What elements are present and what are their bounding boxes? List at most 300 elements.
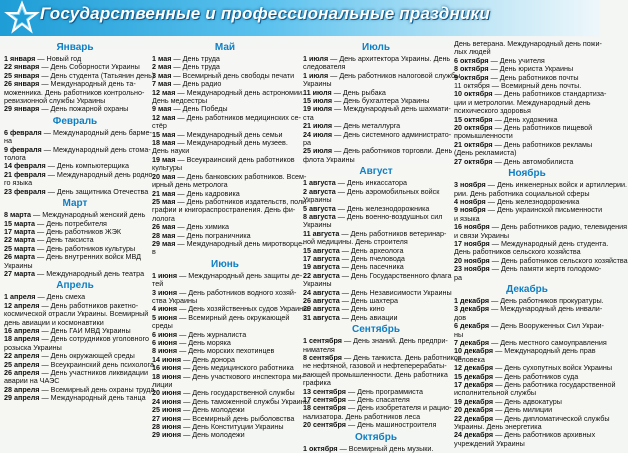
holiday-name: — День авиации <box>339 312 398 322</box>
holiday-date: 22 января <box>4 62 40 72</box>
holiday-name: — День железнодорожника <box>335 203 430 213</box>
holiday-date: 1 июня <box>152 270 178 280</box>
holiday-date: 29 июня <box>152 430 182 440</box>
holiday-date: 29 мая <box>152 238 176 248</box>
holiday-date: 22 марта <box>4 235 36 245</box>
holiday-name: — День памяти жертв голодомо- <box>489 264 602 274</box>
holiday-name: — День работника государственной <box>493 380 616 390</box>
holiday-entry <box>454 158 600 166</box>
holiday-name: — Международный день родно- <box>45 169 155 179</box>
holiday-name: и связи Украины <box>454 230 510 240</box>
holiday-date: 25 мая <box>152 196 176 206</box>
holiday-name: — Международный день театра <box>35 268 145 278</box>
holiday-entry <box>152 371 304 381</box>
holiday-name: — День бухгалтера Украины <box>332 96 430 106</box>
holiday-date: 24 декабря <box>454 430 494 440</box>
holiday-date: 15 декабря <box>454 371 494 381</box>
holiday-date: 20 октября <box>454 123 493 133</box>
star-icon <box>6 2 38 34</box>
holiday-name: — День радио <box>171 79 222 89</box>
holiday-name: — День работников издательств, поли- <box>175 196 309 206</box>
holiday-name: — День Соборности Украины <box>39 62 140 72</box>
holiday-name: лиции <box>152 380 173 390</box>
holiday-name: — День молодежи <box>181 430 245 440</box>
holiday-date: 26 марта <box>4 252 36 262</box>
holiday-name: — День морских пехотинцев <box>177 346 275 356</box>
holiday-name: в <box>152 247 156 257</box>
holiday-name: Украины <box>4 260 33 270</box>
holiday-date: 14 февраля <box>4 161 46 171</box>
holiday-name: — День работников торговли. День <box>332 146 453 156</box>
holiday-name: нимателя <box>303 344 335 354</box>
holiday-name: — Международный женский день <box>31 210 146 220</box>
holiday-name: — День таксиста <box>35 235 94 245</box>
holiday-name: — День работников рекламы <box>492 139 593 149</box>
holiday-name: дов <box>454 312 467 322</box>
holiday-date: 20 сентября <box>303 420 346 430</box>
holiday-date: 19 августа <box>303 262 340 272</box>
holiday-entry <box>152 431 298 439</box>
holiday-entry <box>303 105 449 113</box>
holiday-name: — Международный день студента. <box>489 238 609 248</box>
holiday-name: — День машиностроителя <box>345 420 437 430</box>
holiday-name: ны <box>454 329 464 339</box>
holiday-entry <box>454 321 604 331</box>
holiday-date: 27 октября <box>454 156 493 166</box>
holiday-name: — День автомобилиста <box>492 156 574 166</box>
holiday-name: — День инкассатора <box>335 178 408 188</box>
holiday-entry <box>454 265 600 273</box>
holiday-name: лолога <box>152 213 175 223</box>
holiday-date: 6 февраля <box>4 127 42 137</box>
holiday-name: — День таможенной службы Украины <box>181 396 310 406</box>
holiday-name: человека <box>454 354 485 364</box>
holiday-name: — День работников радио, телевидения <box>489 222 628 232</box>
holiday-date: 2 августа <box>303 186 336 196</box>
holiday-entry <box>4 186 149 196</box>
holiday-entry <box>303 156 449 164</box>
holiday-name: — День работников прокуратуры. <box>489 295 604 305</box>
holiday-date: 21 мая <box>152 188 176 198</box>
holiday-entry <box>152 112 301 122</box>
holiday-date: 25 июня <box>152 405 182 415</box>
holiday-date: 14 июня <box>152 354 182 364</box>
holiday-name: нализатора. День работников леса <box>303 411 421 421</box>
holiday-name: — Международный день защиты де- <box>177 270 303 280</box>
holiday-name: — День участкового инспектора ми- <box>181 371 304 381</box>
holiday-date: 23 ноября <box>454 264 490 274</box>
holiday-date: 15 марта <box>4 218 36 228</box>
holiday-name: следователя <box>303 62 346 72</box>
holiday-name: — День компьютерщика <box>45 161 129 171</box>
holiday-date: 15 октября <box>454 114 493 124</box>
holiday-date: 20 ноября <box>454 255 490 265</box>
holiday-date: 23 февраля <box>4 186 46 196</box>
holiday-name: — День хозяйственных судов Украины <box>177 304 309 314</box>
holiday-date: 11 июля <box>303 87 332 97</box>
holiday-date: 9 февраля <box>4 144 42 154</box>
holiday-date: 24 июня <box>152 396 182 406</box>
column-2 <box>152 40 310 440</box>
column-4 <box>454 39 628 448</box>
holiday-name: — День рыбака <box>331 87 386 97</box>
holiday-date: 6 июня <box>152 338 178 347</box>
holiday-date: 27 марта <box>4 268 36 278</box>
holiday-name: — День молодежи <box>181 405 245 415</box>
holiday-date: 9 ноября <box>454 205 486 215</box>
holiday-date: 25 марта <box>4 243 36 253</box>
holiday-date: 26 мая <box>152 222 176 232</box>
holiday-name: — День археолога <box>339 245 404 255</box>
holiday-name: — Всеукраинский день психолога <box>39 359 154 369</box>
holiday-date: 15 июля <box>303 96 333 106</box>
holiday-date: 9 мая <box>152 104 172 114</box>
holiday-name: — День журналиста <box>177 329 247 339</box>
holiday-date: 3 декабря <box>454 304 490 314</box>
holiday-date: 24 июля <box>303 129 333 139</box>
holiday-name: — День знаний. День предпри- <box>341 336 448 346</box>
holiday-entry <box>4 270 146 278</box>
holiday-name: — День кино <box>339 304 385 314</box>
holiday-name: День медсестры <box>152 96 208 106</box>
holiday-entry <box>152 270 303 280</box>
holiday-date: 4 июня <box>152 304 178 314</box>
holiday-date: 7 декабря <box>454 338 490 347</box>
holiday-name: — День адвокатуры <box>493 396 562 406</box>
holiday-name: — День Государственного флага <box>339 270 452 280</box>
holiday-name: — День потребителя <box>35 218 107 228</box>
holiday-name: ирный день метролога <box>152 180 228 190</box>
holiday-name: аварии на ЧАЭС <box>4 376 60 386</box>
holiday-name: — День Независимости Украины <box>339 287 452 297</box>
holiday-name: на <box>4 136 12 146</box>
holiday-date: 28 июня <box>152 422 182 432</box>
holiday-name: ной медицины. День строителя <box>303 237 408 247</box>
month-heading: Июнь <box>211 258 239 270</box>
holiday-entry <box>152 238 305 248</box>
holiday-name: — День изобретателя и рацио- <box>345 403 452 413</box>
holiday-name: — Международный день стома- <box>41 144 151 154</box>
holiday-name: рии. День работника социальной сферы <box>454 188 590 198</box>
holiday-entry <box>4 394 146 402</box>
holiday-name: — День системного администрато- <box>332 129 452 139</box>
holiday-name: — Международный день та- <box>39 79 136 89</box>
holiday-name: — День металлурга <box>332 121 401 131</box>
holiday-date: 3 мая <box>152 70 172 80</box>
holiday-name: Украины <box>303 279 332 289</box>
holiday-name: — День работников ветеринар- <box>339 228 447 238</box>
holiday-name: культуры <box>152 163 183 173</box>
holiday-date: 19 июля <box>303 104 333 114</box>
holiday-date: 21 октября <box>454 139 493 149</box>
month-heading: Июль <box>362 42 390 53</box>
holiday-date: 22 апреля <box>4 351 40 361</box>
holiday-name: ревизионной службы Украины <box>4 96 106 106</box>
holiday-entry <box>152 248 298 256</box>
holiday-entry <box>303 314 449 322</box>
holiday-name: — Новый год <box>35 54 82 63</box>
holiday-name: тей <box>152 279 164 289</box>
holiday-name: — День студента (Татьянин день) <box>39 70 155 80</box>
holiday-date: 8 сентября <box>303 353 342 362</box>
holiday-name: и языка <box>454 213 480 223</box>
holiday-date: 26 января <box>4 79 40 89</box>
holiday-entry <box>303 445 449 453</box>
holiday-name: толога <box>4 153 26 163</box>
holiday-date: 8 августа <box>303 211 336 221</box>
holiday-name: — День работников медицинских се- <box>175 112 301 122</box>
holiday-name: — День кадровика <box>175 188 240 198</box>
holiday-name: ра <box>454 272 462 282</box>
holiday-name: — День банковских работников. Всем- <box>175 171 307 181</box>
holiday-date: 28 мая <box>152 230 176 240</box>
holiday-name: Украины. День энергетика <box>454 422 542 432</box>
holiday-name: — День пчеловода <box>339 253 405 263</box>
holiday-date: 17 ноября <box>454 238 490 248</box>
holiday-name: — День учителя <box>488 55 545 65</box>
holiday-name: не нефтяной, газовой и нефтеперерабаты- <box>303 361 447 371</box>
holiday-name: — День инженерных войск и артиллерии. <box>485 180 628 190</box>
holiday-name: — День донора <box>181 354 236 364</box>
holiday-date: 3 ноября <box>454 180 486 190</box>
holiday-name: — День пожарной охраны <box>39 104 129 114</box>
holiday-date: 1 июля <box>303 54 329 63</box>
holiday-name: — День труда <box>171 54 220 63</box>
holiday-name: — День работников ракетно- <box>39 300 139 310</box>
holiday-date: 15 августа <box>303 245 340 255</box>
holiday-date: 26 апреля <box>4 368 40 377</box>
holiday-name: космической отрасли Украины. Всемирный <box>4 309 149 319</box>
page-title: Государственные и профессиональные праздники <box>40 4 490 23</box>
holiday-name: — День архитектора Украины. День <box>328 54 451 63</box>
holiday-date: 19 мая <box>152 154 176 164</box>
holiday-name: — Всемирный день рыболовства <box>181 413 295 423</box>
holiday-name: розыска Украины <box>4 342 62 352</box>
holiday-name: — День химика <box>175 222 230 232</box>
holiday-date: 21 февраля <box>4 169 46 179</box>
month-heading: Октябрь <box>355 431 397 443</box>
holiday-name: — Международный день прав <box>493 346 596 356</box>
holiday-date: 19 декабря <box>454 396 494 406</box>
holiday-date: 12 апреля <box>4 300 40 310</box>
holiday-date: 2 мая <box>152 62 172 72</box>
holiday-entry <box>303 129 452 139</box>
holiday-name: (День рекламиста) <box>454 148 517 158</box>
holiday-date: 17 сентября <box>303 395 346 405</box>
holiday-date: 12 мая <box>152 87 176 97</box>
holiday-name: — Международный день семьи <box>175 129 283 139</box>
holiday-name: — День работников почты <box>488 72 579 82</box>
holiday-name: — День местного самоуправления <box>489 338 607 347</box>
month-heading: Март <box>62 198 88 210</box>
holiday-date: 17 августа <box>303 253 340 263</box>
holiday-name: — День танкиста. День работников <box>341 353 462 362</box>
holiday-name: — День работников ЖЭК <box>35 226 122 236</box>
holiday-name: учреждений Украины <box>454 438 525 448</box>
holiday-name: — День Конституции Украины <box>181 422 284 432</box>
holiday-name: — День сухопутных войск Украины <box>493 363 613 373</box>
holiday-name: ции и метрологии. Международный день <box>454 97 591 107</box>
holiday-name: Украины <box>303 220 332 230</box>
holiday-date: 5 июня <box>152 312 178 322</box>
holiday-name: — День участников ликвидации <box>39 368 149 377</box>
holiday-date: 8 марта <box>4 210 32 220</box>
holiday-name: го языка <box>4 178 33 188</box>
holiday-name: — День ГАИ МВД Украины <box>39 325 131 335</box>
holiday-name: — Международный день барме- <box>41 127 152 137</box>
holiday-name: — День моряка <box>177 338 231 347</box>
month-heading: Апрель <box>56 280 94 292</box>
holiday-date: 24 августа <box>303 287 340 297</box>
holiday-name: среды <box>152 321 173 331</box>
holiday-name: — Всемирный день музыки. <box>337 443 434 453</box>
holiday-date: 6 октября <box>454 55 489 65</box>
month-heading: Декабрь <box>506 283 548 295</box>
holiday-name: — Международный день инвали- <box>489 304 603 314</box>
holiday-date: 20 декабря <box>454 405 494 415</box>
month-heading: Январь <box>56 42 94 53</box>
holiday-name: — День защитника Отечества <box>45 186 149 196</box>
holiday-date: 1 октября <box>303 443 338 453</box>
holiday-date: 16 ноября <box>454 222 490 232</box>
holiday-date: 3 июня <box>152 287 178 297</box>
holiday-date: 26 августа <box>303 295 340 305</box>
holiday-date: 16 апреля <box>4 325 40 335</box>
holiday-name: — Всемирный день свободы печати <box>171 70 295 80</box>
holiday-name: флота Украины <box>303 154 355 164</box>
holiday-name: — День сотрудников уголовного <box>39 334 149 344</box>
month-heading: Сентябрь <box>352 324 400 336</box>
month-heading: Август <box>359 166 393 178</box>
holiday-date: 1 сентября <box>303 336 342 346</box>
holiday-name: — День пограничника <box>175 230 251 240</box>
holiday-name: Украины <box>303 79 332 89</box>
holiday-date: 13 сентября <box>303 386 346 396</box>
holiday-name: — День работников суда <box>493 371 579 381</box>
holiday-name: — День украинской письменности <box>485 205 603 215</box>
holiday-entry <box>454 274 600 282</box>
holiday-name: — День труда <box>171 62 220 72</box>
holiday-name: — Международный день танца <box>39 393 146 403</box>
holiday-date: 20 мая <box>152 171 176 181</box>
holiday-date: 11 августа <box>303 228 340 238</box>
holiday-entry <box>152 314 298 322</box>
holiday-date: 7 мая <box>152 79 172 89</box>
holiday-date: 12 декабря <box>454 363 494 373</box>
holiday-name: день авиации и космонавтики <box>4 317 104 327</box>
holiday-date: 18 сентября <box>303 403 346 413</box>
holiday-date: 1 апреля <box>4 292 36 302</box>
holiday-name: ста <box>303 112 314 122</box>
holiday-name: — День работников сельского хозяйства <box>489 255 628 265</box>
holiday-name: День ветерана. Международный день пожи- <box>454 39 602 48</box>
holiday-date: 25 июля <box>303 146 333 156</box>
holiday-name: — День медицинского работника <box>181 363 294 373</box>
holiday-date: 1 января <box>4 54 36 63</box>
holiday-name: моженника. День работников контрольно- <box>4 87 145 97</box>
holiday-name: — День спасателя <box>345 395 410 405</box>
holiday-name: промышленности <box>454 131 513 141</box>
holiday-name: — День работников стандартиза- <box>492 89 607 99</box>
holiday-entry <box>4 105 146 113</box>
holiday-name: — День Вооруженных Сил Украи- <box>489 321 604 331</box>
holiday-entry <box>454 304 603 314</box>
holiday-date: 9 октября <box>454 72 489 82</box>
holiday-date: 27 июня <box>152 413 182 423</box>
holiday-date: 18 мая <box>152 138 176 148</box>
holiday-name: — День художника <box>492 114 558 124</box>
holiday-name: — Всемирный день охраны труда <box>39 384 155 394</box>
holiday-name: — Всемирный день окружающей <box>177 312 290 322</box>
holiday-date: 10 октября <box>454 89 493 99</box>
holiday-date: 29 апреля <box>4 393 40 403</box>
holiday-name: — День шахтера <box>339 295 398 305</box>
holiday-entry <box>454 440 600 448</box>
holiday-date: 12 мая <box>152 112 176 122</box>
holiday-date: 31 августа <box>303 312 340 322</box>
holiday-date: 22 августа <box>303 270 340 280</box>
holiday-name: — День окружающей среды <box>39 351 135 361</box>
holiday-name: — День аэромобильных войск <box>335 186 440 196</box>
holiday-name: 11 октября — Всемирный день почты. <box>454 81 582 91</box>
holiday-entry <box>4 127 152 137</box>
holiday-name: — День программиста <box>345 386 423 396</box>
holiday-name: День науки <box>152 146 190 156</box>
holiday-name: — День военно-воздушных сил <box>335 211 443 221</box>
holiday-date: 17 декабря <box>454 380 494 390</box>
holiday-name: — День внутренних войск МВД <box>35 252 141 262</box>
holiday-name: — День милиции <box>493 405 553 415</box>
holiday-date: 1 декабря <box>454 295 490 305</box>
holiday-date: 8 октября <box>454 64 489 74</box>
holiday-name: — День работников архивных <box>493 430 596 440</box>
month-heading: Май <box>214 42 236 53</box>
holiday-date: 22 декабря <box>454 413 494 423</box>
holiday-date: 1 мая <box>152 54 172 63</box>
holiday-date: 4 ноября <box>454 196 486 206</box>
holiday-date: 18 апреля <box>4 334 40 344</box>
holiday-date: 6 декабря <box>454 321 490 331</box>
holiday-date: 16 июня <box>152 363 182 373</box>
holiday-date: 28 апреля <box>4 384 40 394</box>
holiday-name: ства Украины <box>152 295 198 305</box>
holiday-date: 18 июня <box>152 371 182 381</box>
holiday-name: ра <box>303 138 311 148</box>
holiday-name: лых людей <box>454 47 491 57</box>
holiday-name: стёр <box>152 121 167 131</box>
holiday-entry <box>303 421 449 429</box>
holiday-name: — Всеукраинский день работников <box>175 154 295 164</box>
holiday-name: — День государственной службы <box>181 388 295 398</box>
holiday-name: — Международный день миротворце- <box>175 238 305 248</box>
holiday-name: — День пасечника <box>339 262 404 272</box>
holiday-name: Украины <box>303 195 332 205</box>
holiday-name: — Международный день астрономии. <box>175 87 305 97</box>
month-heading: Февраль <box>52 115 98 127</box>
holiday-name: — День работников культуры <box>35 243 136 253</box>
holiday-date: 15 мая <box>152 129 176 139</box>
holiday-date: 25 апреля <box>4 359 40 369</box>
holiday-name: графика <box>303 378 331 388</box>
holiday-name: вающей промышленности. День работника <box>303 369 448 379</box>
column-1 <box>4 40 155 428</box>
holiday-name: психического здоровья <box>454 106 531 116</box>
holiday-name: — День железнодорожника <box>485 196 580 206</box>
holiday-date: 6 июня <box>152 329 178 339</box>
holiday-date: 29 января <box>4 104 40 114</box>
holiday-date: 29 августа <box>303 304 340 314</box>
holiday-name: — День работников пищевой <box>492 123 593 133</box>
